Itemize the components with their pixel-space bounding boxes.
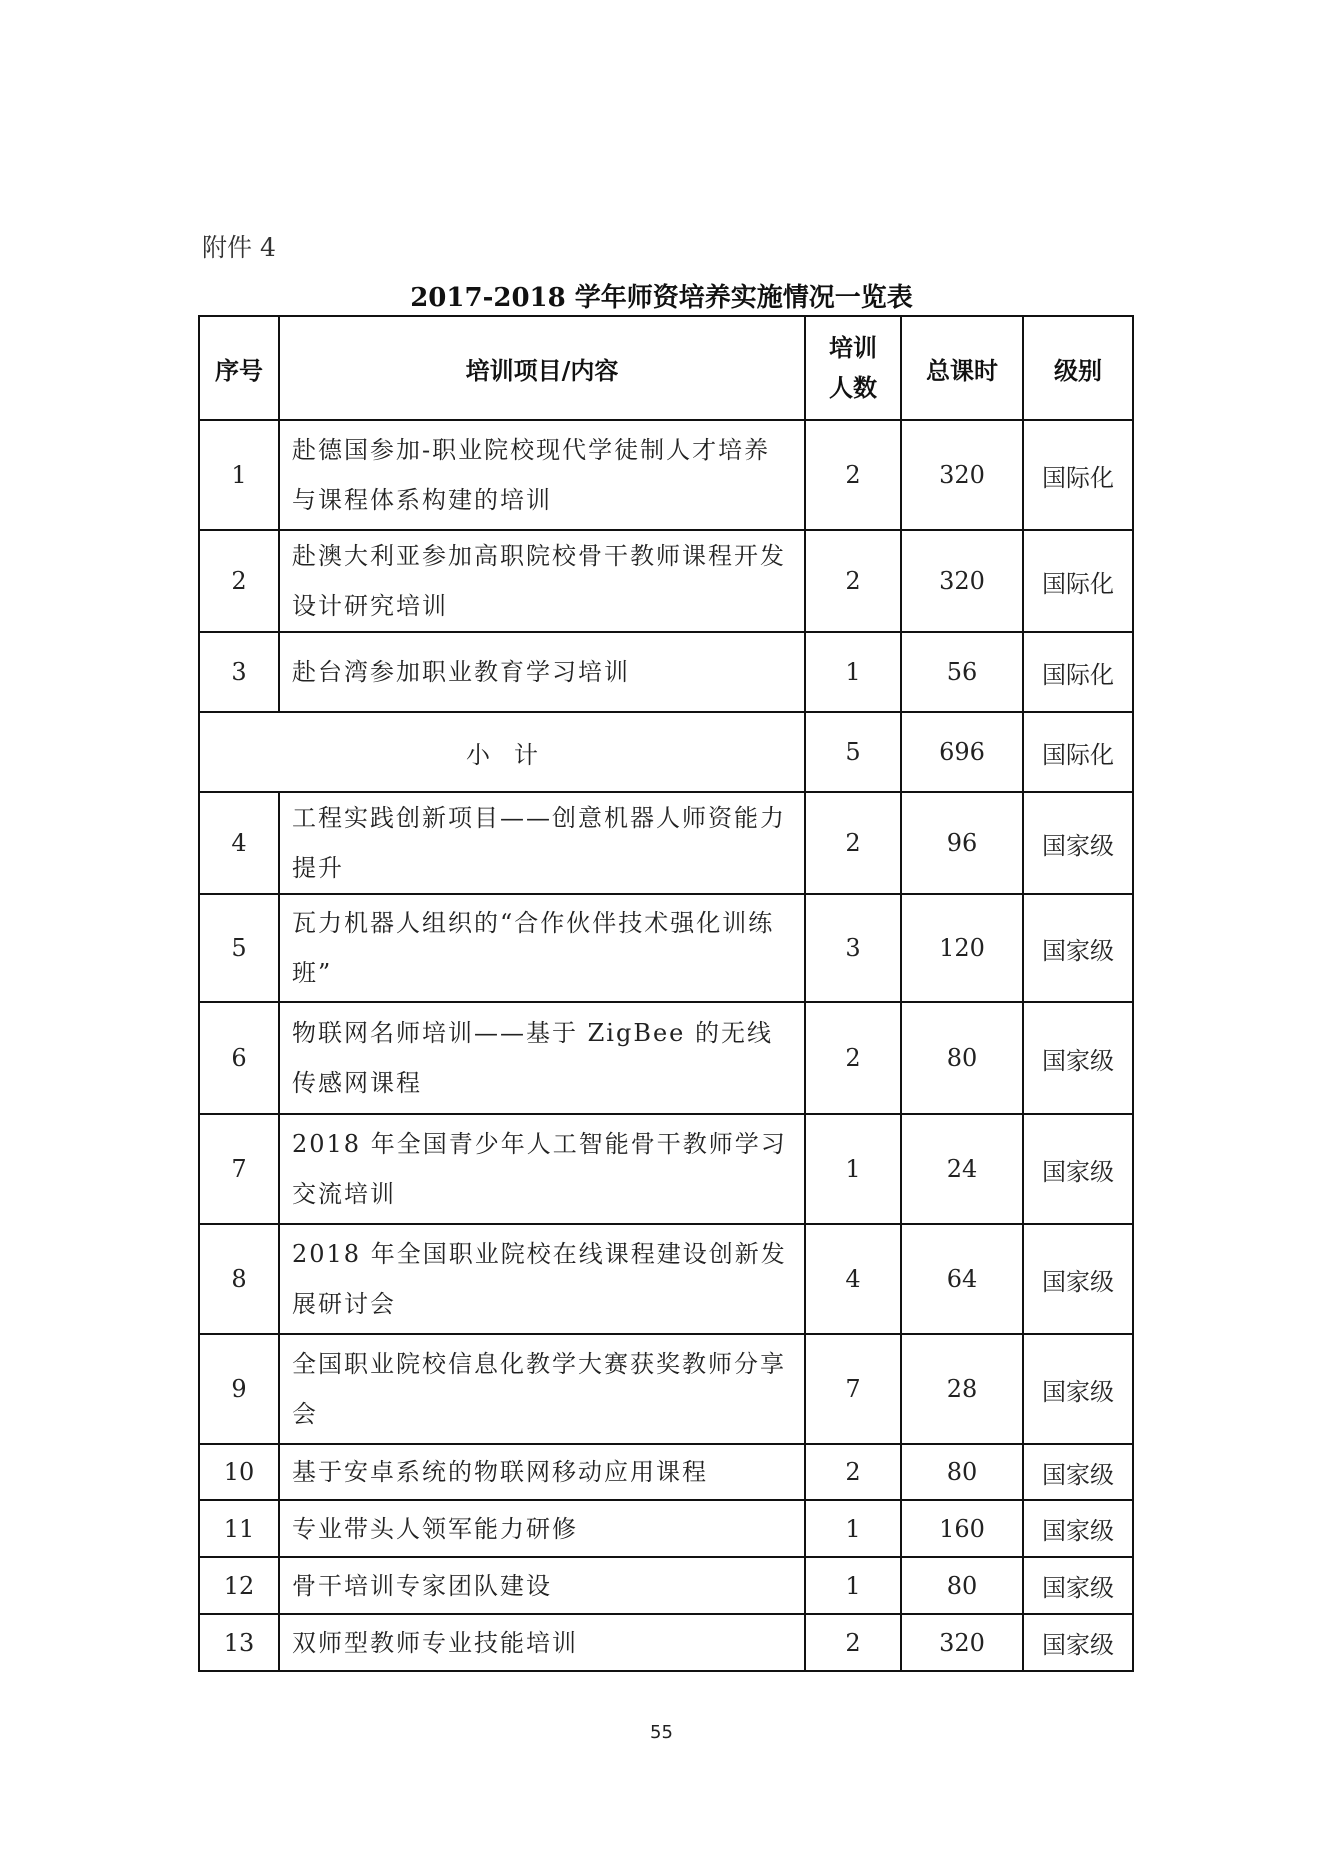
table-row — [199, 420, 1133, 530]
subtotal-hours: 696 — [901, 712, 1023, 792]
row-index: 1 — [199, 420, 279, 530]
row-index: 2 — [199, 530, 279, 632]
row-people: 2 — [805, 1002, 901, 1114]
table-row — [199, 1334, 1133, 1444]
row-index: 13 — [199, 1614, 279, 1671]
header-level: 级别 — [1023, 316, 1133, 420]
table-header-row — [199, 316, 1133, 420]
header-hours: 总课时 — [901, 316, 1023, 420]
row-people: 2 — [805, 530, 901, 632]
row-level: 国家级 — [1023, 1224, 1133, 1334]
row-people: 3 — [805, 894, 901, 1002]
row-hours: 64 — [901, 1224, 1023, 1334]
row-hours: 28 — [901, 1334, 1023, 1444]
row-index: 7 — [199, 1114, 279, 1224]
row-level: 国家级 — [1023, 792, 1133, 894]
row-index: 9 — [199, 1334, 279, 1444]
row-people: 1 — [805, 632, 901, 712]
row-level: 国际化 — [1023, 420, 1133, 530]
row-hours: 320 — [901, 420, 1023, 530]
row-content: 专业带头人领军能力研修 — [279, 1500, 805, 1557]
row-level: 国家级 — [1023, 1500, 1133, 1557]
row-people: 2 — [805, 792, 901, 894]
row-people: 7 — [805, 1334, 901, 1444]
row-content: 工程实践创新项目——创意机器人师资能力提升 — [279, 792, 805, 894]
row-people: 1 — [805, 1557, 901, 1614]
training-table — [198, 315, 1134, 1672]
row-hours: 56 — [901, 632, 1023, 712]
header-people-line1: 培训 — [829, 333, 877, 362]
row-people: 2 — [805, 1614, 901, 1671]
header-content: 培训项目/内容 — [279, 316, 805, 420]
table-row — [199, 1557, 1133, 1614]
row-content: 瓦力机器人组织的“合作伙伴技术强化训练班” — [279, 894, 805, 1002]
row-content: 全国职业院校信息化教学大赛获奖教师分享会 — [279, 1334, 805, 1444]
row-level: 国家级 — [1023, 1444, 1133, 1500]
row-content: 2018 年全国职业院校在线课程建设创新发展研讨会 — [279, 1224, 805, 1334]
row-level: 国家级 — [1023, 1334, 1133, 1444]
row-people: 1 — [805, 1500, 901, 1557]
row-hours: 320 — [901, 1614, 1023, 1671]
row-hours: 120 — [901, 894, 1023, 1002]
page-number: 55 — [650, 1722, 673, 1743]
row-hours: 96 — [901, 792, 1023, 894]
header-index: 序号 — [199, 316, 279, 420]
row-level: 国家级 — [1023, 1002, 1133, 1114]
row-content: 骨干培训专家团队建设 — [279, 1557, 805, 1614]
row-content: 2018 年全国青少年人工智能骨干教师学习交流培训 — [279, 1114, 805, 1224]
row-hours: 160 — [901, 1500, 1023, 1557]
row-index: 5 — [199, 894, 279, 1002]
row-level: 国家级 — [1023, 1114, 1133, 1224]
table-row — [199, 792, 1133, 894]
row-people: 2 — [805, 1444, 901, 1500]
table-row — [199, 632, 1133, 712]
row-content: 赴德国参加-职业院校现代学徒制人才培养与课程体系构建的培训 — [279, 420, 805, 530]
row-content: 赴澳大利亚参加高职院校骨干教师课程开发设计研究培训 — [279, 530, 805, 632]
subtotal-level: 国际化 — [1023, 712, 1133, 792]
row-index: 10 — [199, 1444, 279, 1500]
row-content: 物联网名师培训——基于 ZigBee 的无线传感网课程 — [279, 1002, 805, 1114]
table-row — [199, 1002, 1133, 1114]
row-level: 国际化 — [1023, 530, 1133, 632]
row-level: 国际化 — [1023, 632, 1133, 712]
row-index: 3 — [199, 632, 279, 712]
subtotal-row — [199, 712, 1133, 792]
table-row — [199, 1444, 1133, 1500]
row-content: 基于安卓系统的物联网移动应用课程 — [279, 1444, 805, 1500]
row-index: 11 — [199, 1500, 279, 1557]
row-level: 国家级 — [1023, 1614, 1133, 1671]
row-hours: 80 — [901, 1444, 1023, 1500]
header-people-line2: 人数 — [829, 373, 877, 402]
row-content: 赴台湾参加职业教育学习培训 — [279, 632, 805, 712]
document-title: 2017-2018 学年师资培养实施情况一览表 — [410, 283, 913, 313]
row-index: 8 — [199, 1224, 279, 1334]
row-hours: 320 — [901, 530, 1023, 632]
table-row — [199, 1500, 1133, 1557]
row-people: 2 — [805, 420, 901, 530]
row-content: 双师型教师专业技能培训 — [279, 1614, 805, 1671]
row-hours: 80 — [901, 1002, 1023, 1114]
table-row — [199, 1114, 1133, 1224]
row-level: 国家级 — [1023, 894, 1133, 1002]
subtotal-people: 5 — [805, 712, 901, 792]
row-hours: 24 — [901, 1114, 1023, 1224]
table-row — [199, 1224, 1133, 1334]
table-row — [199, 1614, 1133, 1671]
row-level: 国家级 — [1023, 1557, 1133, 1614]
table-row — [199, 530, 1133, 632]
header-people — [805, 316, 901, 420]
row-hours: 80 — [901, 1557, 1023, 1614]
row-index: 12 — [199, 1557, 279, 1614]
row-people: 4 — [805, 1224, 901, 1334]
row-people: 1 — [805, 1114, 901, 1224]
attachment-label: 附件 4 — [202, 233, 276, 262]
subtotal-label: 小 计 — [199, 712, 805, 792]
table-row — [199, 894, 1133, 1002]
row-index: 6 — [199, 1002, 279, 1114]
row-index: 4 — [199, 792, 279, 894]
